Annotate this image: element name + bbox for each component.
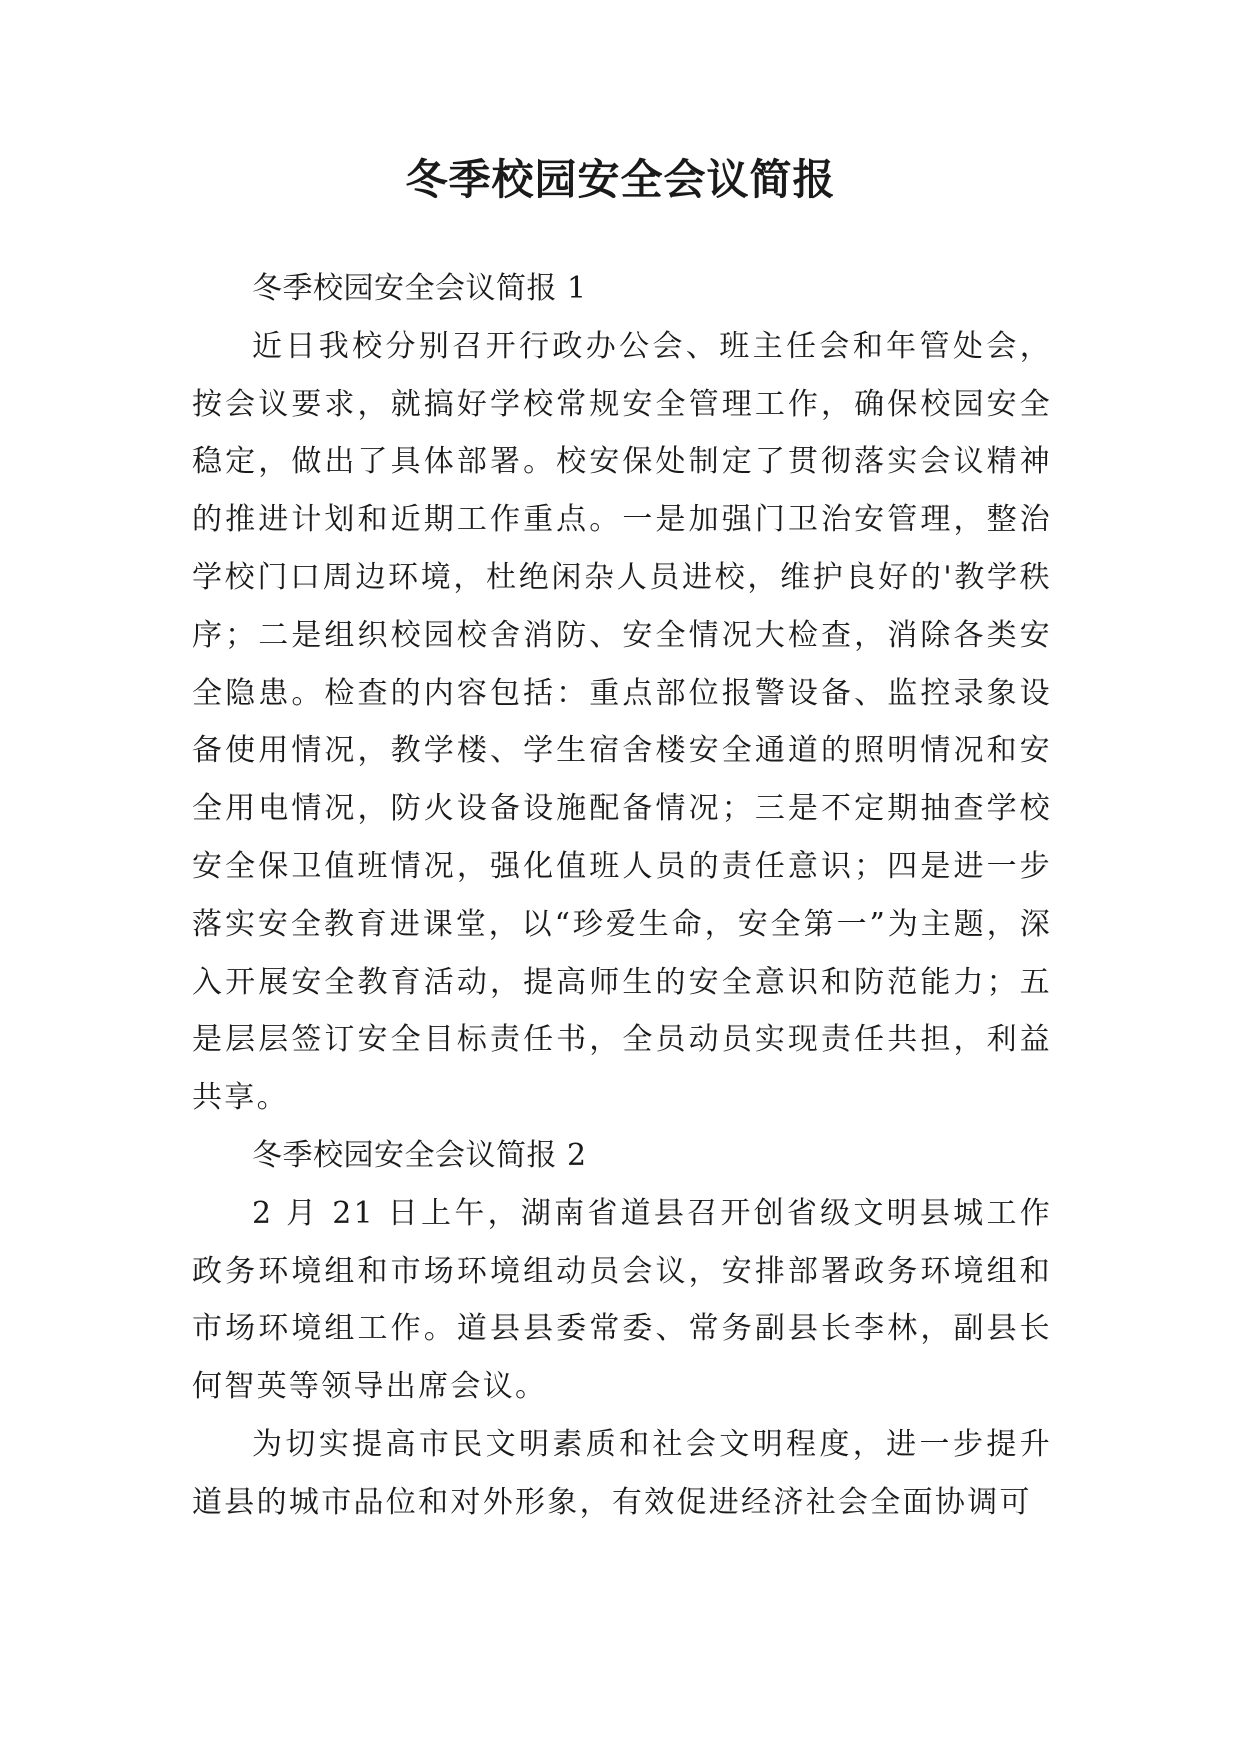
document-title: 冬季校园安全会议简报 bbox=[405, 155, 836, 204]
section-paragraph: 为切实提高市民文明素质和社会文明程度，进一步提升道县的城市品位和对外形象，有效促进经济社会全面协调可 bbox=[192, 1426, 1052, 1520]
section-paragraph: 2 月 21 日上午，湖南省道县召开创省级文明县城工作政务环境组和市场环境组动员会议，安排部署政务环境组和市场环境组工作。道县县委常委、常务副县长李林，副县长何智英等领导出席会议。 bbox=[192, 1195, 1052, 1405]
section-heading: 冬季校园安全会议简报 2 bbox=[252, 1137, 587, 1173]
section-paragraph: 近日我校分别召开行政办公会、班主任会和年管处会，按会议要求，就搞好学校常规安全管理工作，确保校园安全稳定，做出了具体部署。校安保处制定了贯彻落实会议精神的推进计划和近期工作重点。一是加强门卫治安管理，整治学校门口周边环境，杜绝闲杂人员进校，维护良好的'教学秩序；二是组织校园校舍消防、安全情况大检查，消除各类安全隐患。检查的内容包括：重点部位报警设备、监控录象设备使用情况，教学楼、学生宿舍楼安全通道的照明情况和安全用电情况，防火设备设施配备情况；三是不定期抽查学校安全保卫值班情况，强化值班人员的责任意识；四是进一步落实安全教育进课堂，以“珍爱生命，安全第一”为主题，深入开展安全教育活动，提高师生的安全意识和防范能力；五是层层签订安全目标责任书，全员动员实现责任共担，利益共享。 bbox=[192, 328, 1052, 1116]
document-body bbox=[192, 260, 1052, 1532]
section-heading: 冬季校园安全会议简报 1 bbox=[252, 271, 587, 306]
